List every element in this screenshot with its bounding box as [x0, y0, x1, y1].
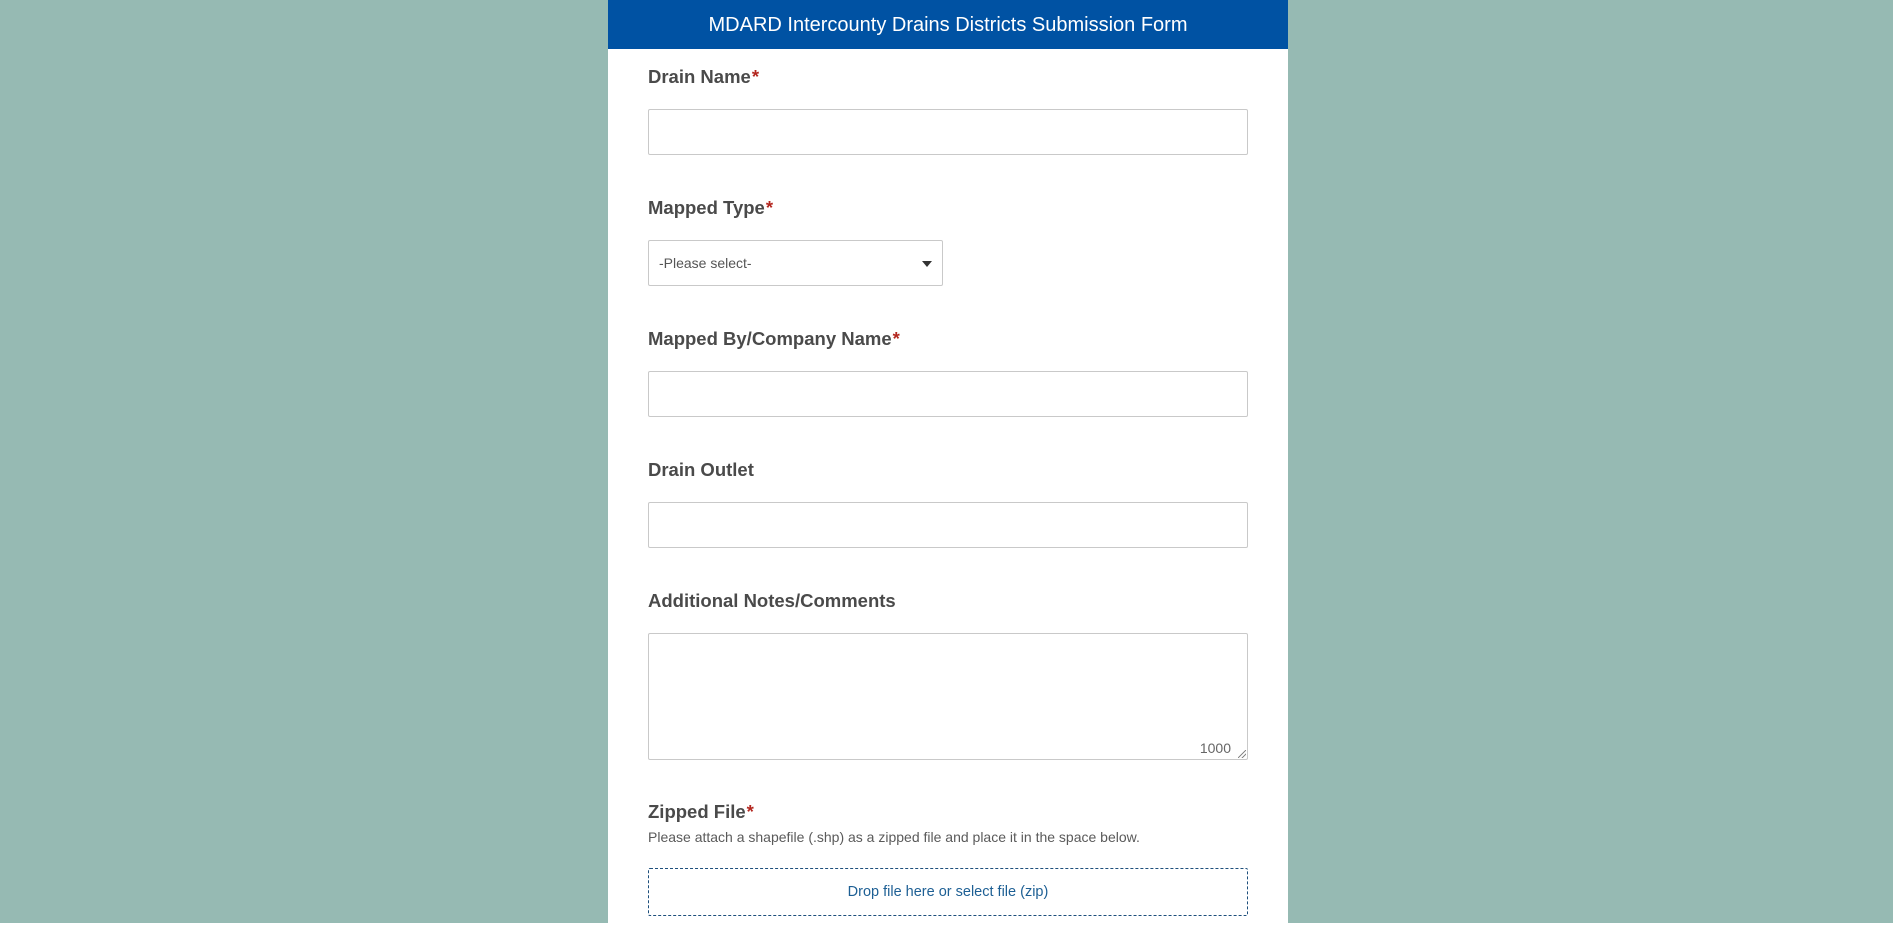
drain-outlet-input[interactable] — [648, 502, 1248, 548]
drain-name-input[interactable] — [648, 109, 1248, 155]
drain-name-label: Drain Name* — [648, 66, 760, 87]
char-count: 1000 — [1199, 740, 1231, 756]
zipped-file-helper: Please attach a shapefile (.shp) as a zipped file and place it in the space below. — [648, 829, 1140, 845]
mapped-type-selected-value: -Please select- — [659, 255, 752, 271]
mapped-by-label: Mapped By/Company Name* — [648, 328, 900, 349]
field-drain-outlet — [648, 459, 1248, 548]
mapped-by-input[interactable] — [648, 371, 1248, 417]
form-header — [608, 0, 1288, 49]
required-marker: * — [892, 328, 900, 349]
field-drain-name — [648, 66, 1248, 155]
field-mapped-by — [648, 328, 1248, 417]
resize-grip-icon[interactable] — [1238, 750, 1246, 758]
form-title: MDARD Intercounty Drains Districts Submission Form — [708, 14, 1188, 36]
required-marker: * — [765, 197, 774, 218]
notes-label: Additional Notes/Comments — [648, 590, 896, 611]
zipped-file-label: Zipped File* — [648, 801, 754, 822]
file-dropzone[interactable] — [648, 868, 1248, 916]
field-zipped-file — [648, 801, 1248, 916]
chevron-down-icon — [922, 261, 932, 267]
notes-textarea[interactable] — [648, 633, 1248, 760]
form-card — [608, 0, 1288, 923]
required-marker: * — [746, 801, 754, 822]
mapped-type-label: Mapped Type* — [648, 197, 774, 218]
field-notes — [648, 590, 1248, 760]
field-mapped-type — [648, 197, 1248, 286]
dropzone-label: Drop file here or select file (zip) — [847, 884, 1049, 900]
mapped-type-select[interactable] — [648, 240, 943, 286]
required-marker: * — [751, 66, 760, 87]
drain-outlet-label: Drain Outlet — [648, 459, 754, 480]
